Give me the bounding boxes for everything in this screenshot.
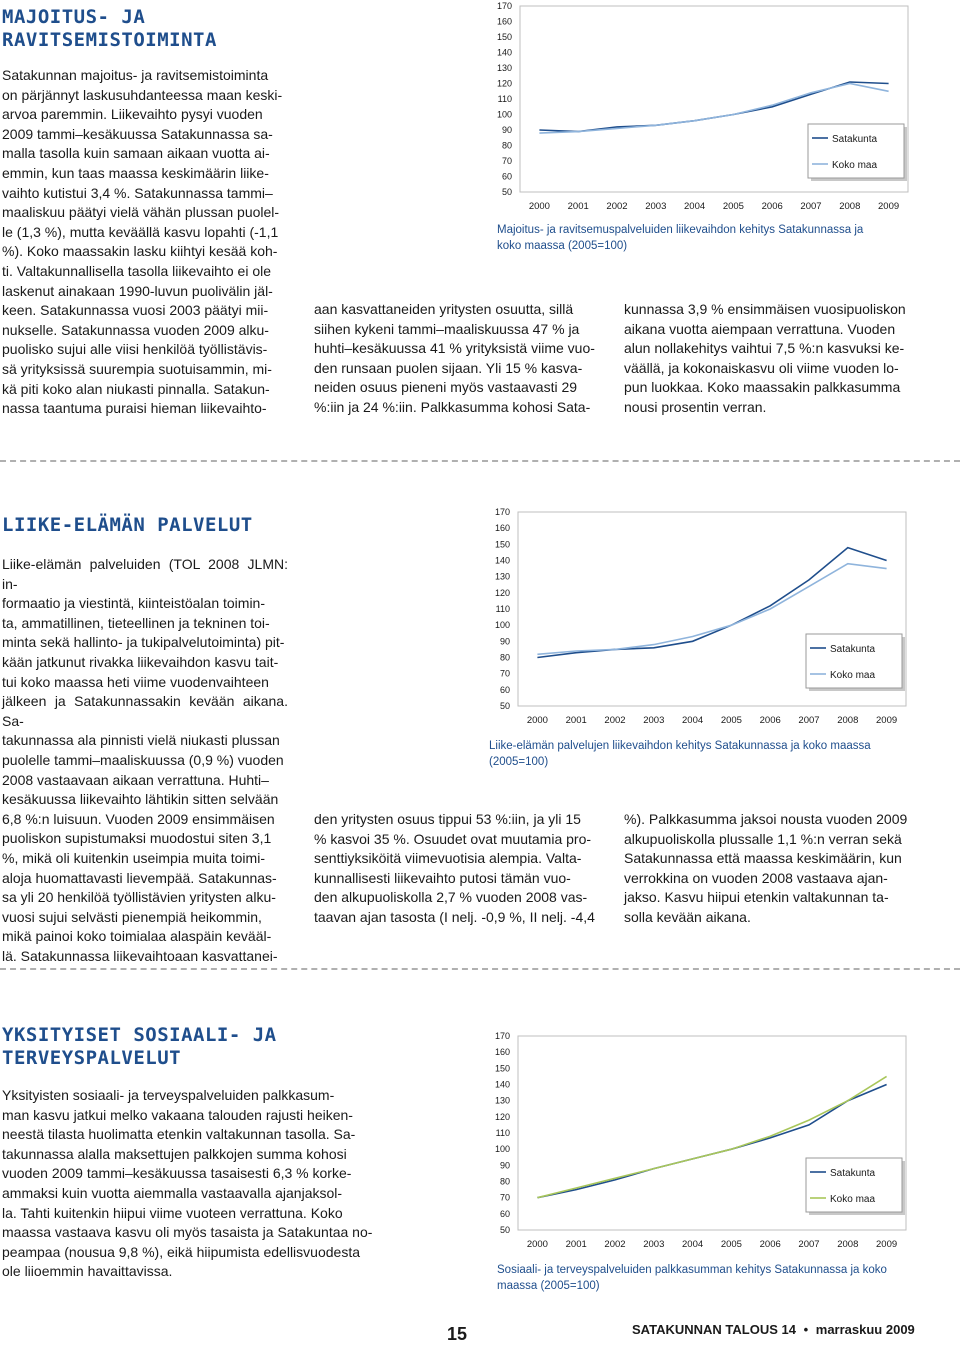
chart-ytick-label: 130 <box>494 1095 510 1106</box>
chart-xtick-label: 2004 <box>684 201 706 212</box>
chart-xtick-label: 2002 <box>604 715 626 726</box>
chart-xtick-label: 2002 <box>604 1239 626 1250</box>
chart-ytick-label: 140 <box>496 47 512 58</box>
chart-ytick-label: 130 <box>496 63 512 73</box>
chart-xtick-label: 2001 <box>565 1239 587 1250</box>
chart-ytick-label: 150 <box>494 539 510 550</box>
section-liike-elama-col1: Liike-elämän palveluiden (TOL 2008 JLMN: in- formaatio ja viestintä, kiinteistöalan toimin- ta, ammatillinen, tieteellinen ja tekninen toi- minta sekä hallinto- ja tukipalvelutoiminta) pit- kään jatkunut rivakka liikevaihdon kasvu tait- tui koko maassa heti viime vuodenvaihteen jälkeen ja Satakunnassakin kevään aikana. Sa- takunnassa ala pinnisti vielä niukasti plussan puolelle tammi–maaliskuussa (0,9 %) vuoden 2008 vastaavaan aikaan verrattuna. Huhti– kesäkuussa liikevaihto lähtikin sitten selvään 6,8 %:n luisuun. Vuoden 2009 ensimmäisen puoliskon supistumaksi muodostui siten 3,1 %, mikä oli kuitenkin useimpia muita toimi- aloja huomattavasti lievempää. Satakunnas- sa yli 20 henkilöä työllistävien yritysten alku- vuosi sujui selvästi pienempiä heikommin, mikä painoi koko toimialaa alaspäin kevääl- lä. Satakunnassa liikevaihtoaan kasvattanei- <box>2 556 288 964</box>
chart-ytick-label: 170 <box>494 1031 510 1041</box>
section-liike-elama-col3: %). Palkkasumma jaksoi nousta vuoden 2009 alkupuoliskolla plussalle 1,1 %:n verran sekä Satakunnassa että maassa keskimäärin, kun verrokkina on vuoden 2008 vastaava ajan- jakso. Kasvu hiipui etenkin valtakunnan ta- solla kevään aikana. <box>624 811 908 925</box>
chart-xtick-label: 2009 <box>878 201 900 212</box>
chart-xtick-label: 2004 <box>682 715 704 726</box>
chart-sosiaali <box>478 1030 918 1252</box>
chart-liike-elama <box>478 506 918 728</box>
chart-legend-label: Satakunta <box>832 134 878 145</box>
chart-ytick-label: 140 <box>494 555 510 566</box>
chart-xtick-label: 2004 <box>682 1239 704 1250</box>
chart-legend-label: Koko maa <box>832 160 878 171</box>
chart-xtick-label: 2003 <box>643 1239 665 1250</box>
footer-bullet: • <box>803 1322 809 1337</box>
chart-legend-label: Koko maa <box>830 670 876 681</box>
chart-xtick-label: 2003 <box>643 715 665 726</box>
chart-xtick-label: 2007 <box>798 1239 820 1250</box>
chart-xtick-label: 2006 <box>759 1239 781 1250</box>
page-number: 15 <box>447 1324 468 1344</box>
footer-publication-title: SATAKUNNAN TALOUS 14 <box>632 1322 796 1337</box>
chart-majoitus <box>480 0 920 215</box>
chart-xtick-label: 2007 <box>798 715 820 726</box>
chart-xtick-label: 2008 <box>837 1239 859 1250</box>
chart-xtick-label: 2000 <box>526 715 548 726</box>
chart-ytick-label: 80 <box>499 1176 510 1187</box>
chart-ytick-label: 150 <box>496 32 512 42</box>
section-divider <box>0 460 960 462</box>
chart-ytick-label: 160 <box>494 1047 510 1058</box>
chart-xtick-label: 2001 <box>567 201 589 212</box>
chart-xtick-label: 2002 <box>606 201 628 212</box>
chart-xtick-label: 2005 <box>720 1239 742 1250</box>
chart-ytick-label: 70 <box>499 1192 510 1203</box>
chart-xtick-label: 2000 <box>526 1239 548 1250</box>
chart-ytick-label: 60 <box>499 684 510 695</box>
chart-xtick-label: 2007 <box>800 201 822 212</box>
chart-xtick-label: 2006 <box>761 201 783 212</box>
chart-xtick-label: 2009 <box>876 1239 898 1250</box>
section-majoitus-col2: aan kasvattaneiden yritysten osuutta, sillä siihen kykeni tammi–maaliskuussa 47 % ja huhti–kesäkuussa 41 % yrityksistä viime vuo- den runsaan puolen sijaan. Yli 15 % kasva- neiden osuus pieneni myös vastaavasti 29 %:iin ja 24 %:iin. Palkkasumma kohosi Sata- <box>314 301 595 415</box>
chart-ytick-label: 120 <box>494 1111 510 1122</box>
footer-date: marraskuu 2009 <box>815 1322 915 1337</box>
section-title-majoitus: MAJOITUS- JA RAVITSEMISTOIMINTA <box>2 6 217 51</box>
chart-xtick-label: 2001 <box>565 715 587 726</box>
chart-ytick-label: 120 <box>494 587 510 598</box>
section-divider <box>0 968 960 970</box>
chart-ytick-label: 100 <box>494 620 510 631</box>
chart-ytick-label: 140 <box>494 1079 510 1090</box>
chart-xtick-label: 2003 <box>645 201 667 212</box>
section-liike-elama-col2: den yritysten osuus tippui 53 %:iin, ja yli 15 % kasvoi 35 %. Osuudet ovat muutamia pro- senttiyksiköitä viimevuotisia alempia. Valta- kunnallisesti liikevaihto putosi tämän vuo- den alkupuoliskolla 2,7 % vuoden 2008 vas- taavan ajan tasosta (I nelj. -0,9 %, II nelj. -4,4 <box>314 811 595 925</box>
chart-ytick-label: 90 <box>499 636 510 647</box>
chart-xtick-label: 2005 <box>722 201 744 212</box>
chart-legend-label: Satakunta <box>830 644 876 655</box>
chart-ytick-label: 100 <box>496 109 512 120</box>
chart-ytick-label: 110 <box>497 94 512 104</box>
chart-ytick-label: 130 <box>494 571 510 582</box>
chart-ytick-label: 150 <box>494 1063 510 1074</box>
section-title-sosiaali: YKSITYISET SOSIAALI- JA TERVEYSPALVELUT <box>2 1024 277 1069</box>
chart-ytick-label: 120 <box>496 78 512 89</box>
chart-xtick-label: 2008 <box>837 715 859 726</box>
chart-ytick-label: 160 <box>494 523 510 534</box>
chart-ytick-label: 90 <box>499 1160 510 1171</box>
chart-ytick-label: 60 <box>499 1208 510 1219</box>
chart-ytick-label: 110 <box>495 1128 510 1138</box>
chart-ytick-label: 110 <box>495 604 510 614</box>
chart-xtick-label: 2000 <box>528 201 550 212</box>
chart-legend-label: Satakunta <box>830 1168 876 1179</box>
chart-caption-liike-elama: Liike-elämän palvelujen liikevaihdon kehitys Satakunnassa ja koko maassa (2005=100) <box>489 740 871 768</box>
chart-ytick-label: 80 <box>499 652 510 663</box>
chart-ytick-label: 50 <box>499 1225 510 1235</box>
chart-legend-label: Koko maa <box>830 1194 876 1205</box>
section-majoitus-col3: kunnassa 3,9 % ensimmäisen vuosipuoliskon aikana vuotta aiempaan verrattuna. Vuoden alun nollakehitys vaihtui 7,5 %:n kasvuksi ke- väällä, ja kokonaiskasvu oli viime vuoden lo- pun luokkaa. Koko maassakin palkkasumma nousi prosentin verran. <box>624 301 906 415</box>
chart-ytick-label: 100 <box>494 1144 510 1155</box>
chart-ytick-label: 80 <box>501 140 512 151</box>
chart-xtick-label: 2006 <box>759 715 781 726</box>
footer-publication <box>632 1322 915 1337</box>
section-majoitus-col1: Satakunnan majoitus- ja ravitsemistoiminta on pärjännyt laskusuhdanteessa maan keski- arvoa paremmin. Liikevaihto pysyi vuoden 2009 tammi–kesäkuussa Satakunnassa sa- malla tasolla kuin samaan aikaan vuotta ai- emmin, kun taas maassa keskimäärin liike- vaihto kutistui 3,4 %. Satakunnassa tammi– maaliskuu päätyi vielä vähän plussan puolel- le (1,3 %), mutta keväällä kasvu lopahti (-1,1 %). Koko maassakin lasku kiihtyi kesää koh- ti. Valtakunnallisella tasolla liikevaihto ei ole laskenut ainakaan 1990-luvun puolivälin jäl- keen. Satakunnassa vuosi 2003 päätyi mii- nukselle. Satakunnassa vuoden 2009 alku- puolisko sujui alle viisi henkilöä työllistävis- sä yrityksissä suurempia suotuisammin, mi- kä piti koko alan niukasti pinnalla. Satakun- nassa taantuma puraisi hieman liikevaihto- <box>2 67 283 417</box>
section-sosiaali-col1: Yksityisten sosiaali- ja terveyspalveluiden palkkasum- man kasvu jatkui melko vakaana talouden rajusti heiken- neestä tilasta huolimatta etenkin valtakunnan tasolla. Sa- takunnassa alalla maksettujen palkkojen summa kohosi vuoden 2009 tammi–kesäkuussa tasaisesti 6,3 % korke- ammaksi kuin vuotta aiemmalla vastaavalla ajanjaksol- la. Tahti kuitenkin hiipui viime vuoteen verrattuna. Koko maassa vastaava kasvu oli myös tasaista ja Satakuntaa no- peampaa (nousua 9,8 %), eikä hiipumista edellisvuodesta ole liioemmin havaittavissa. <box>2 1087 373 1280</box>
chart-ytick-label: 160 <box>496 16 512 27</box>
chart-xtick-label: 2005 <box>720 715 742 726</box>
chart-ytick-label: 50 <box>499 701 510 711</box>
chart-ytick-label: 170 <box>494 507 510 517</box>
chart-caption-sosiaali: Sosiaali- ja terveyspalveluiden palkkasumman kehitys Satakunnassa ja koko maassa (2005=100) <box>497 1264 887 1292</box>
section-title-liike-elama: LIIKE-ELÄMÄN PALVELUT <box>2 514 253 536</box>
chart-caption-majoitus: Majoitus- ja ravitsemuspalveluiden liikevaihdon kehitys Satakunnassa ja koko maassa (2005=100) <box>497 224 864 252</box>
chart-ytick-label: 170 <box>496 1 512 11</box>
chart-ytick-label: 60 <box>501 171 512 182</box>
chart-ytick-label: 50 <box>501 187 512 197</box>
chart-ytick-label: 70 <box>499 668 510 679</box>
chart-xtick-label: 2008 <box>839 201 861 212</box>
chart-ytick-label: 70 <box>501 156 512 166</box>
chart-ytick-label: 90 <box>501 125 512 135</box>
chart-xtick-label: 2009 <box>876 715 898 726</box>
